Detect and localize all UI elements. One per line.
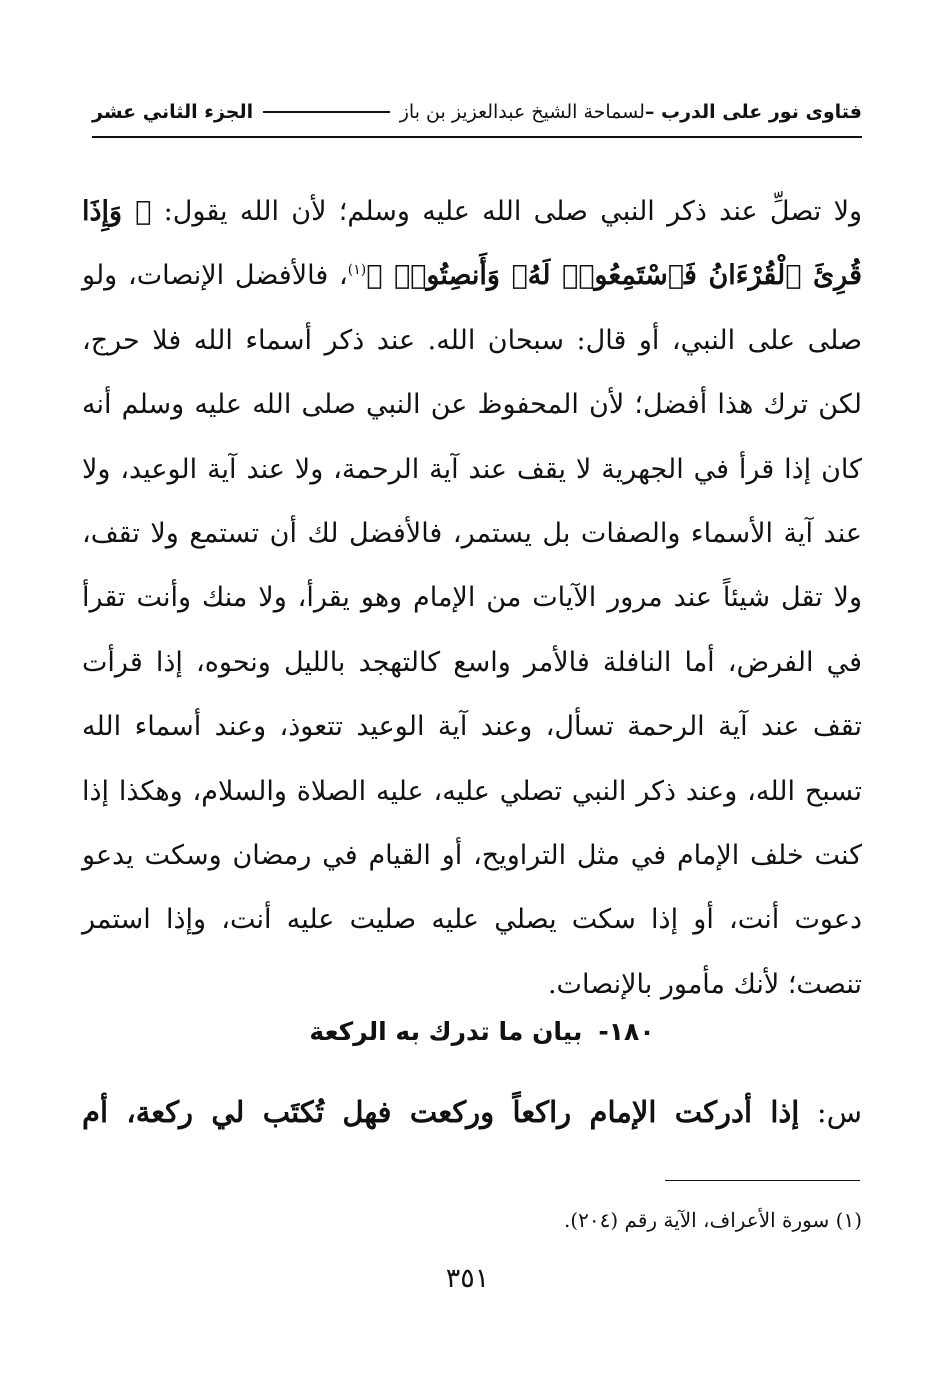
answer-text-start: ولا تصلِّ عند ذكر النبي صلى الله عليه وسلم؛ لأن الله يقول: [151,196,863,227]
quran-verse: ﴿ وَإِذَا قُرِئَ ٱلْقُرْءَانُ فَٱسْتَمِعُوا۟ لَهُۥ وَأَنصِتُوا۟ ﴾ [82,196,862,292]
fatwa-answer-text [82,180,862,1017]
header-divider [92,136,862,138]
footnote-divider [665,1180,860,1181]
author-name: لسماحة الشيخ عبدالعزيز بن باز [399,101,645,123]
section-title: بيان ما تدرك به الركعة [309,1017,583,1046]
section-heading [82,1002,862,1062]
book-title: فتاوى نور على الدرب – [644,101,862,123]
question-line [82,1080,862,1144]
answer-paragraph [82,180,862,1017]
footnote: (١) سورة الأعراف، الآية رقم (٢٠٤). [563,1208,862,1232]
question-label: س: [799,1095,862,1129]
footnote-marker: (١) [347,262,367,279]
header-dash-rule [263,111,390,113]
volume-label: الجزء الثاني عشر [92,101,254,123]
running-header [92,92,862,132]
page-number: ٣٥١ [445,1263,490,1294]
section-number: ١٨٠- [598,1017,655,1046]
question-text: إذا أدركت الإمام راكعاً وركعت فهل تُكتَب لي ركعة، أم [82,1095,800,1129]
answer-text-continuation: ، فالأفضل الإنصات، ولو صلى على النبي، أو قال: سبحان الله. عند ذكر أسماء الله فلا حرج، لكن ترك هذا أفضل؛ لأن المحفوظ عن النبي صلى الله عليه وسلم أنه كان إذا قرأ في الجهرية لا يقف عند آية الرحمة، ولا عند آية الوعيد، ولا عند آية الأسماء والصفات بل يستمر، فالأفضل لك أن تستمع ولا تقف، ولا تقل شيئاً عند مرور الآيات من الإمام وهو يقرأ، ولا منك وأنت تقرأ في الفرض، أما النافلة فالأمر واسع كالتهجد بالليل ونحوه، إذا قرأت تقف عند آية الرحمة تسأل، وعند آية الوعيد تتعوذ، وعند أسماء الله تسبح الله، وعند ذكر النبي تصلي عليه، عليه الصلاة والسلام، وهكذا إذا كنت خلف الإمام في مثل التراويح، أو القيام في رمضان وسكت يدعو دعوت أنت، أو إذا سكت يصلي عليه صليت عليه أنت، وإذا استمر تنصت؛ لأنك مأمور بالإنصات. [82,260,862,1000]
